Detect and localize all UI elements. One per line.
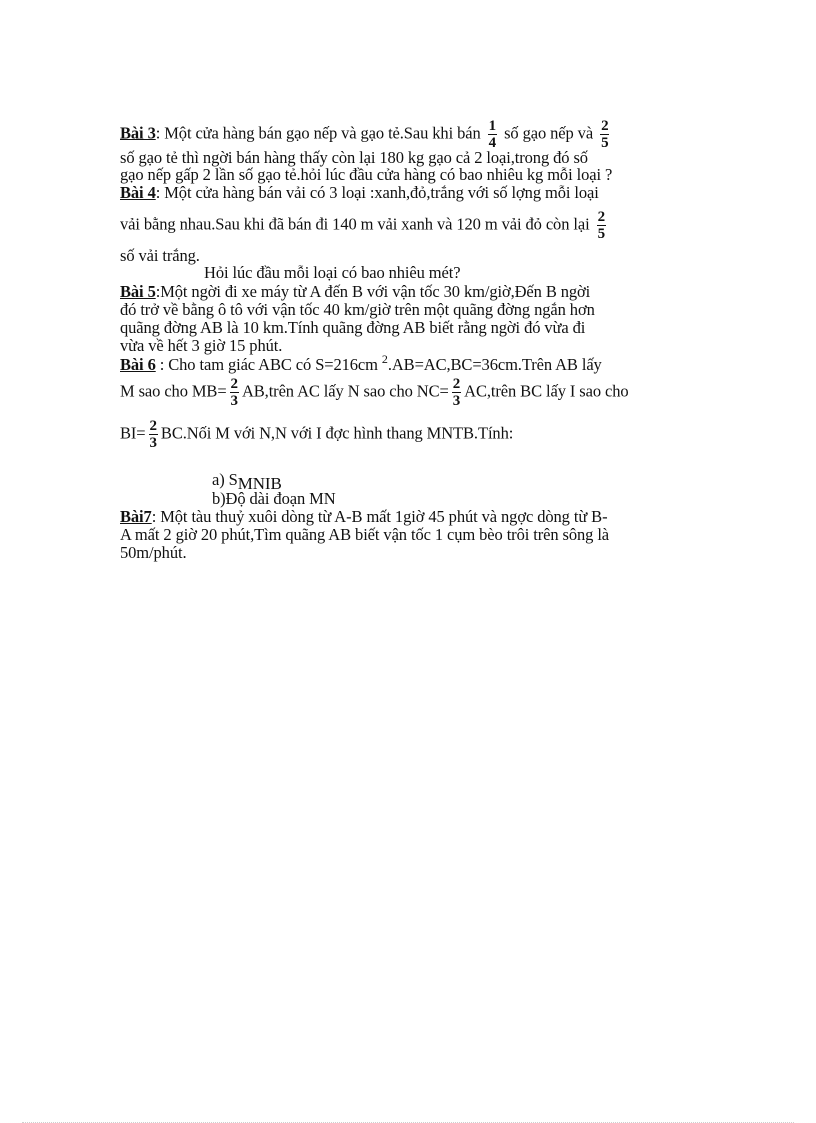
- bai5-heading: Bài 5: [120, 282, 156, 301]
- bai6-item-b: b)Độ dài đoạn MN: [212, 489, 336, 508]
- bai6-text-3a: BI=: [120, 423, 146, 443]
- bai6-line-1: [120, 352, 602, 374]
- bai6-item-a: [212, 470, 282, 493]
- bai6-text-3b: BC.Nối M với N,N với I đợc hình thang MNTB.Tính:: [160, 423, 514, 443]
- bai3-fraction-2: [600, 118, 609, 151]
- bai7-text-1: : Một tàu thuỷ xuôi dòng từ A-B mất 1giờ 45 phút và ngợc dòng từ B-: [151, 507, 608, 526]
- bai6-text-2b: AB,trên AC lấy N sao cho NC=: [241, 381, 449, 401]
- bai6-item-a-subscript: MNIB: [237, 474, 282, 493]
- bai5-line-2: đó trở về bằng ô tô với vận tốc 40 km/giờ trên một quãng đờng ngắn hơn: [120, 300, 595, 319]
- bai4-line-2: [120, 209, 609, 242]
- fraction-numerator: 2: [452, 376, 461, 392]
- bai3-line-1: [120, 118, 612, 151]
- bai3-text-1b: số gạo nếp và: [504, 123, 594, 143]
- fraction-denominator: 3: [230, 393, 238, 409]
- bai4-line-3: số vải trắng.: [120, 246, 200, 265]
- bai6-heading: Bài 6: [120, 355, 156, 374]
- bai7-heading: Bài7: [120, 507, 152, 526]
- bai3-text-1a: : Một cửa hàng bán gạo nếp và gạo tẻ.Sau khi bán: [155, 123, 481, 143]
- superscript-2: 2: [381, 352, 388, 366]
- bai4-line-4: Hỏi lúc đầu mỗi loại có bao nhiêu mét?: [204, 263, 461, 282]
- bai6-text-2a: M sao cho MB=: [120, 381, 227, 401]
- bai7-line-3: 50m/phút.: [120, 543, 187, 562]
- fraction-denominator: 5: [601, 135, 609, 151]
- fraction-denominator: 4: [488, 135, 497, 151]
- bai5-line-4: vừa về hết 3 giờ 15 phút.: [120, 336, 283, 355]
- bai7-line-2: A mất 2 giờ 20 phút,Tìm quãng AB biết vận tốc 1 cụm bèo trôi trên sông là: [120, 525, 610, 544]
- bai3-fraction-1: [488, 118, 497, 151]
- bai4-heading: Bài 4: [120, 183, 156, 202]
- fraction-denominator: 5: [597, 226, 606, 242]
- bai6-line-3: [120, 418, 513, 451]
- bai6-line-2: [120, 376, 629, 409]
- bai4-fraction: [597, 209, 606, 242]
- fraction-numerator: 2: [601, 118, 609, 134]
- fraction-numerator: 1: [488, 118, 497, 134]
- bai4-line-1: [120, 185, 599, 201]
- fraction-numerator: 2: [230, 376, 238, 392]
- bai6-fraction-3: [149, 418, 158, 451]
- bai6-text-2c: AC,trên BC lấy I sao cho: [464, 381, 629, 401]
- bai4-text-2: vải bằng nhau.Sau khi đã bán đi 140 m vải xanh và 120 m vải đỏ còn lại: [120, 214, 590, 234]
- bai3-line-3: gạo nếp gấp 2 lần số gạo tẻ.hỏi lúc đầu cửa hàng có bao nhiêu kg mỗi loại ?: [120, 165, 613, 184]
- bai6-text-1b: .AB=AC,BC=36cm.Trên AB lấy: [387, 355, 602, 374]
- bai5-line-1: [120, 284, 590, 300]
- fraction-denominator: 3: [452, 393, 461, 409]
- bai5-text-1: :Một ngời đi xe máy từ A đến B với vận tốc 30 km/giờ,Đến B ngời: [155, 282, 591, 301]
- bai4-text-1: : Một cửa hàng bán vải có 3 loại :xanh,đỏ,trắng với số lợng mỗi loại: [155, 183, 599, 202]
- fraction-denominator: 3: [149, 435, 157, 451]
- bai6-fraction-2: [452, 376, 461, 409]
- bai7-line-1: [120, 509, 608, 525]
- bai6-text-1a: : Cho tam giác ABC có S=216cm: [155, 355, 378, 374]
- fraction-numerator: 2: [597, 209, 606, 225]
- bai6-fraction-1: [230, 376, 239, 409]
- bai5-line-3: quãng đờng AB là 10 km.Tính quãng đờng AB biết rằng ngời đó vừa đi: [120, 318, 586, 337]
- bai3-heading: Bài 3: [120, 123, 156, 143]
- bai3-line-2: số gạo tẻ thì ngời bán hàng thấy còn lại 180 kg gạo cả 2 loại,trong đó số: [120, 148, 588, 167]
- fraction-numerator: 2: [149, 418, 157, 434]
- bai6-item-a-label: a) S: [212, 470, 238, 489]
